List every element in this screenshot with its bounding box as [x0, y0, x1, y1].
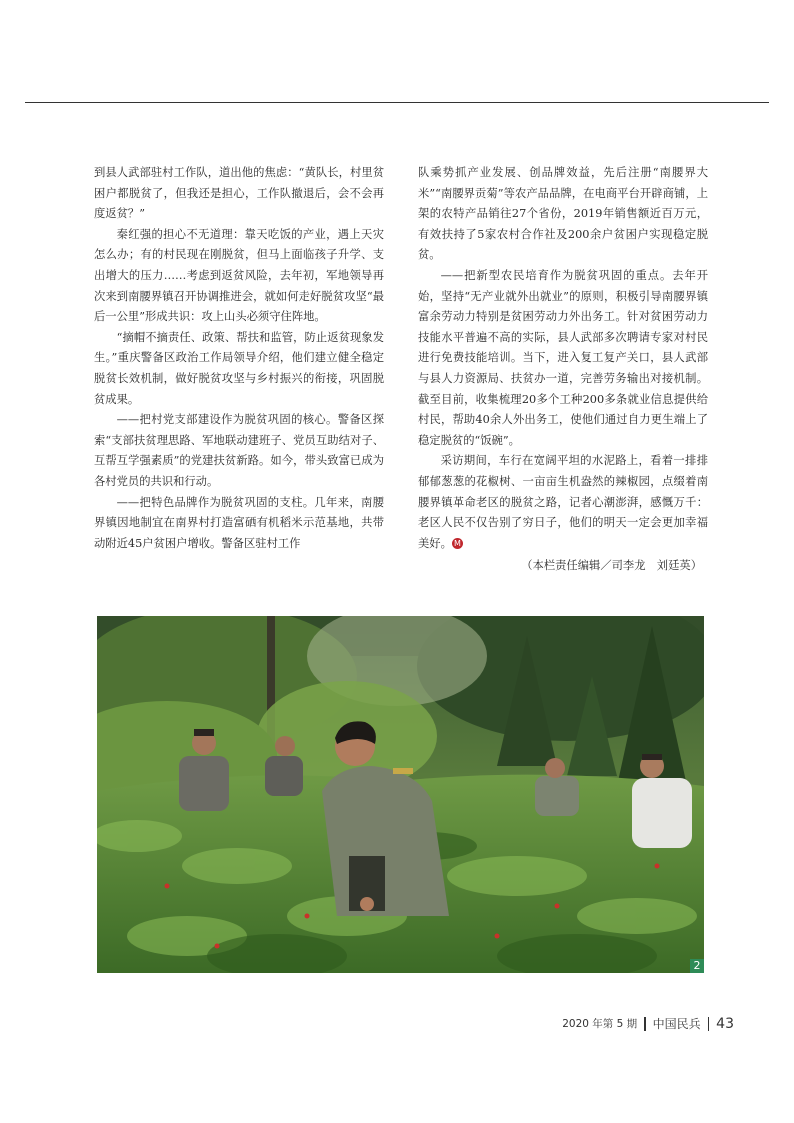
article-column-left	[94, 163, 384, 554]
editor-credit: （本栏责任编辑／司李龙 刘廷英）	[521, 559, 702, 573]
footer-divider	[708, 1017, 710, 1031]
paragraph: 到县人武部驻村工作队，道出他的焦虑：“黄队长，村里贫困户都脱贫了，但我还是担心，工作队撤退后，会不会再度返贫？”	[94, 166, 384, 221]
paragraph: 队乘势抓产业发展、创品牌效益，先后注册“南腰界大米”“南腰界贡菊”等农产品品牌，在电商平台开辟商铺，上架的农特产品销往27个省份，2019年销售额近百万元，有效扶持了5家农村合作社及200余户贫困户实现稳定脱贫。	[418, 166, 708, 262]
end-mark-icon: M	[452, 538, 463, 549]
article-column-right	[418, 163, 708, 577]
paragraph: ——把村党支部建设作为脱贫巩固的核心。警备区探索“支部扶贫理思路、军地联动建班子、党员互助结对子、互帮互学强素质”的党建扶贫新路。如今，带头致富已成为各村党员的共识和行动。	[94, 413, 384, 488]
issue-label: 2020 年第 5 期	[562, 1018, 638, 1030]
photo-image	[97, 616, 704, 973]
paragraph: ——把新型农民培育作为脱贫巩固的重点。去年开始，坚持“无产业就外出就业”的原则，积极引导南腰界镇富余劳动力特别是贫困劳动力外出务工。针对贫困劳动力技能水平普遍不高的实际，县人武部多次聘请专家对村民进行免费技能培训。当下，进入复工复产关口，县人武部与县人力资源局、扶贫办一道，完善劳务输出对接机制。截至目前，收集梳理20多个工种200多条就业信息提供给村民，帮助40余人外出务工，使他们通过自力更生端上了稳定脱贫的“饭碗”。	[418, 268, 708, 447]
paragraph: “摘帽不摘责任、政策、帮扶和监管，防止返贫现象发生。”重庆警备区政治工作局领导介绍，他们建立健全稳定脱贫长效机制，做好脱贫攻坚与乡村振兴的衔接，巩固脱贫成果。	[94, 330, 384, 406]
paragraph-text: 采访期间，车行在宽阔平坦的水泥路上，看着一排排郁郁葱葱的花椒树、一亩亩生机盎然的辣椒园，点缀着南腰界镇革命老区的脱贫之路，记者心潮澎湃，感慨万千：老区人民不仅告别了穷日子，他们的明天一定会更加幸福美好。	[418, 454, 708, 550]
photo-number-badge: 2	[690, 959, 704, 973]
page-number: 43	[716, 1015, 734, 1032]
header-rule	[25, 102, 769, 103]
paragraph: ——把特色品牌作为脱贫巩固的支柱。几年来，南腰界镇因地制宜在南界村打造富硒有机稻米示范基地，共带动附近45户贫困户增收。警备区驻村工作	[94, 495, 384, 550]
footer-divider	[644, 1017, 646, 1031]
paragraph-final	[418, 451, 708, 554]
page-footer	[562, 1015, 734, 1032]
photo-field-soldiers	[97, 616, 704, 973]
magazine-name: 中国民兵	[652, 1017, 701, 1031]
paragraph: 秦红强的担心不无道理：靠天吃饭的产业，遇上天灾怎么办；有的村民现在刚脱贫，但马上面临孩子升学、支出增大的压力……考虑到返贫风险，去年初，军地领导再次来到南腰界镇召开协调推进会，就如何走好脱贫攻坚“最后一公里”形成共识：攻上山头必须守住阵地。	[94, 227, 384, 324]
